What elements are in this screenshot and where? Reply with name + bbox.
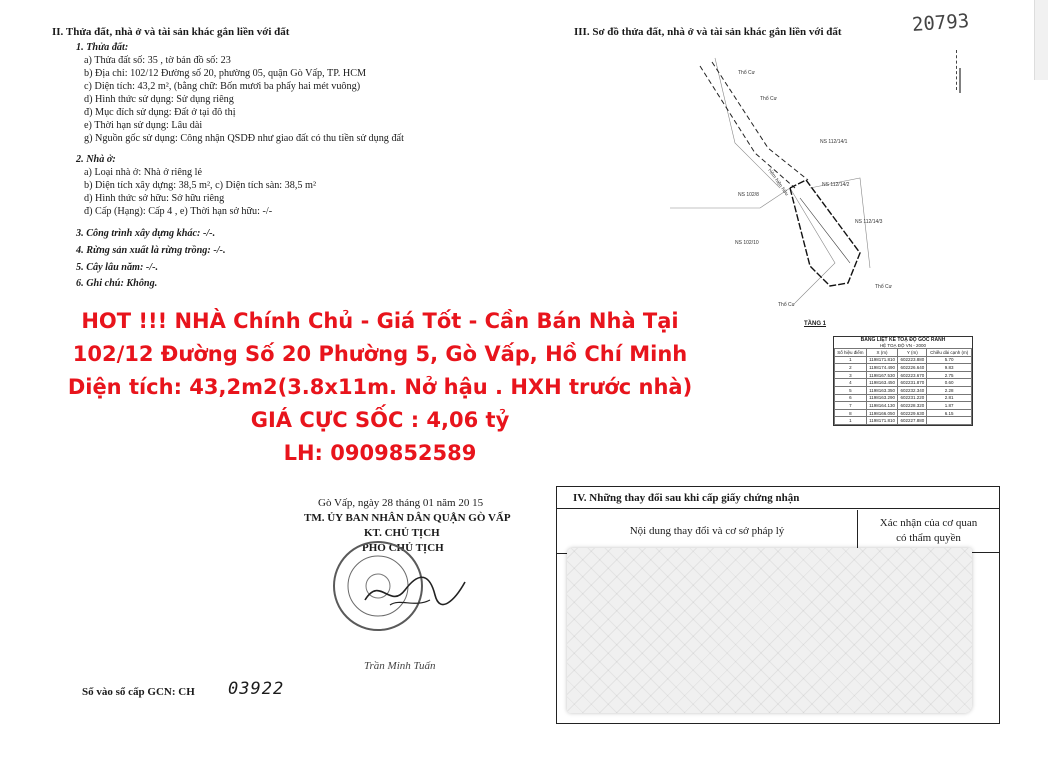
land-parcel-line: a) Thửa đất số: 35 , tờ bản đồ số: 23 xyxy=(84,55,231,66)
table-cell: 3 xyxy=(835,371,867,379)
promo-line-3: Diện tích: 43,2m2(3.8x11m. Nở hậu . HXH trước nhà) xyxy=(67,375,693,399)
table-cell: 1 xyxy=(835,417,867,425)
house-area-line: b) Diện tích xây dựng: 38,5 m², c) Diện tích sàn: 38,5 m² xyxy=(84,180,317,191)
signing-date: Gò Vấp, ngày 28 tháng 01 năm 20 15 xyxy=(318,497,484,509)
table-row xyxy=(835,379,972,387)
table-cell: 4 xyxy=(835,379,867,387)
promo-price: GIÁ CỰC SỐC : 4,06 tỷ xyxy=(250,408,510,432)
table-cell: 602231.870 xyxy=(898,379,927,387)
table-header: Số hiệu điểm xyxy=(835,349,867,357)
signer-name: Trần Minh Tuấn xyxy=(364,660,436,672)
house-details xyxy=(84,166,316,218)
signer-kt: KT. CHỦ TỊCH xyxy=(364,527,440,539)
item-3-other-construction: 3. Công trình xây dựng khác: -/-. xyxy=(76,228,216,239)
table-cell: 602228.320 xyxy=(898,402,927,410)
table-cell: 2.81 xyxy=(927,394,972,402)
table-cell xyxy=(927,417,972,425)
coordinate-table-subtitle: HỆ TOẠ ĐỘ VN - 2000 xyxy=(879,343,927,348)
map-label: NS 112/14/3 xyxy=(855,219,883,225)
land-address-line: b) Địa chỉ: 102/12 Đường số 20, phường 05, quận Gò Vấp, TP. HCM xyxy=(84,68,367,79)
map-label: Thổ Cư xyxy=(760,96,777,102)
section-4-title: IV. Những thay đổi sau khi cấp giấy chứng nhận xyxy=(557,487,999,509)
promo-contact: LH: 0909852589 xyxy=(283,441,477,465)
table-row xyxy=(835,409,972,417)
map-label: NS 112/14/1 xyxy=(820,139,848,145)
map-label: Thổ Cư xyxy=(738,70,755,76)
table-cell: 5.70 xyxy=(927,356,972,364)
map-label: NS 102/8 xyxy=(738,192,759,198)
table-row xyxy=(835,386,972,394)
promo-line-1: HOT !!! NHÀ Chính Chủ - Giá Tốt - Cần Bán Nhà Tại xyxy=(81,309,679,333)
section-3-title: III. Sơ đồ thửa đất, nhà ở và tài sản khác gắn liền với đất xyxy=(574,26,842,38)
house-type-line: a) Loại nhà ở: Nhà ở riêng lẻ xyxy=(84,167,202,178)
house-grade-line: đ) Cấp (Hạng): Cấp 4 , e) Thời hạn sở hữu: -/- xyxy=(84,206,273,217)
map-label: Thổ Cư xyxy=(778,302,795,308)
table-cell: 2.28 xyxy=(927,386,972,394)
table-cell: 1198171.810 xyxy=(866,417,897,425)
table-cell: 602231.220 xyxy=(898,394,927,402)
table-row xyxy=(835,417,972,425)
map-label: NS 102/10 xyxy=(735,240,759,246)
table-cell: 6.15 xyxy=(927,409,972,417)
table-cell: 5 xyxy=(835,386,867,394)
table-row xyxy=(835,364,972,372)
table-cell: 1198163.450 xyxy=(866,379,897,387)
table-row xyxy=(835,371,972,379)
table-cell: 7 xyxy=(835,402,867,410)
table-cell: 1.87 xyxy=(927,402,972,410)
table-cell: 1198174.490 xyxy=(866,364,897,372)
table-cell: 1198171.810 xyxy=(866,356,897,364)
table-cell: 602226.640 xyxy=(898,364,927,372)
item-6-notes: 6. Ghi chú: Không. xyxy=(76,278,158,289)
alley-boundary xyxy=(712,62,808,180)
promo-line-2: 102/12 Đường Số 20 Phường 5, Gò Vấp, Hồ Chí Minh xyxy=(72,342,688,366)
table-cell: 0.60 xyxy=(927,379,972,387)
parcel-outline xyxy=(790,180,860,286)
section-2-title: II. Thửa đất, nhà ở và tài sản khác gắn liền với đất xyxy=(52,26,290,38)
table-cell: 602227.880 xyxy=(898,417,927,425)
north-arrow-icon xyxy=(956,50,958,90)
covering-paper-image xyxy=(567,548,972,713)
land-details xyxy=(84,54,404,145)
parcel-inner-line xyxy=(800,198,850,263)
table-cell: 602223.670 xyxy=(898,371,927,379)
coordinate-table-body xyxy=(835,356,972,424)
house-heading: 2. Nhà ở: xyxy=(76,154,116,165)
land-heading: 1. Thửa đất: xyxy=(76,42,129,53)
authority-header-line-2: có thẩm quyền xyxy=(896,532,961,544)
authority-header-line-1: Xác nhận của cơ quan xyxy=(879,517,978,529)
map-label: Thổ Cư xyxy=(875,284,892,290)
table-cell: 1198163.290 xyxy=(866,394,897,402)
land-term-line: e) Thời hạn sử dụng: Lâu dài xyxy=(84,120,203,131)
table-cell: 2 xyxy=(835,364,867,372)
table-cell: 9.83 xyxy=(927,364,972,372)
coordinate-table-title: BẢNG LIỆT KÊ TOẠ ĐỘ GÓC RANH xyxy=(860,337,946,343)
changes-column-header: Nội dung thay đổi và cơ sở pháp lý xyxy=(557,510,858,554)
land-usage-form-line: d) Hình thức sử dụng: Sử dụng riêng xyxy=(84,94,234,105)
issuing-authority: TM. ỦY BAN NHÂN DÂN QUẬN GÒ VẤP xyxy=(304,512,511,524)
land-area-line: c) Diện tích: 43,2 m², (bằng chữ: Bốn mươi ba phẩy hai mét vuông) xyxy=(84,81,361,92)
table-header: Chiều dài cạnh (m) xyxy=(927,349,972,357)
scanner-watermark-strip xyxy=(1034,0,1048,80)
alley-boundary xyxy=(700,66,795,188)
map-label: Hẻm hiện hữu xyxy=(766,167,790,198)
table-header: Y (m) xyxy=(898,349,927,357)
table-cell: 6 xyxy=(835,394,867,402)
signer-title: PHÓ CHỦ TỊCH xyxy=(362,542,444,554)
item-4-forest: 4. Rừng sản xuất là rừng trồng: -/-. xyxy=(76,245,226,256)
table-cell: 602232.340 xyxy=(898,386,927,394)
table-cell: 1198167.530 xyxy=(866,371,897,379)
table-cell: 8 xyxy=(835,409,867,417)
item-5-perennial-trees: 5. Cây lâu năm: -/-. xyxy=(76,262,159,273)
table-cell: 1198166.050 xyxy=(866,409,897,417)
table-cell: 602229.630 xyxy=(898,409,927,417)
land-purpose-line: đ) Mục đích sử dụng: Đất ở tại đô thị xyxy=(84,107,236,118)
table-cell: 1198163.350 xyxy=(866,386,897,394)
table-cell: 1198164.130 xyxy=(866,402,897,410)
serial-label: Số vào sổ cấp GCN: CH xyxy=(82,686,195,698)
parcel-diagram xyxy=(660,48,890,318)
table-cell: 602223.880 xyxy=(898,356,927,364)
handwritten-doc-number: 20793 xyxy=(911,10,970,36)
table-cell: 1 xyxy=(835,356,867,364)
house-ownership-line: d) Hình thức sở hữu: Sở hữu riêng xyxy=(84,193,225,204)
coordinate-table xyxy=(833,336,973,426)
land-origin-line: g) Nguồn gốc sử dụng: Công nhận QSDĐ như giao đất có thu tiền sử dụng đất xyxy=(84,133,404,144)
map-label: NS 112/14/2 xyxy=(822,182,850,188)
serial-number: 03922 xyxy=(228,679,285,699)
floor-label: TẦNG 1 xyxy=(804,321,827,327)
table-row xyxy=(835,356,972,364)
signature-scribble-icon xyxy=(360,570,470,615)
table-header: X (m) xyxy=(866,349,897,357)
table-row xyxy=(835,394,972,402)
table-cell: 2.75 xyxy=(927,371,972,379)
table-row xyxy=(835,402,972,410)
